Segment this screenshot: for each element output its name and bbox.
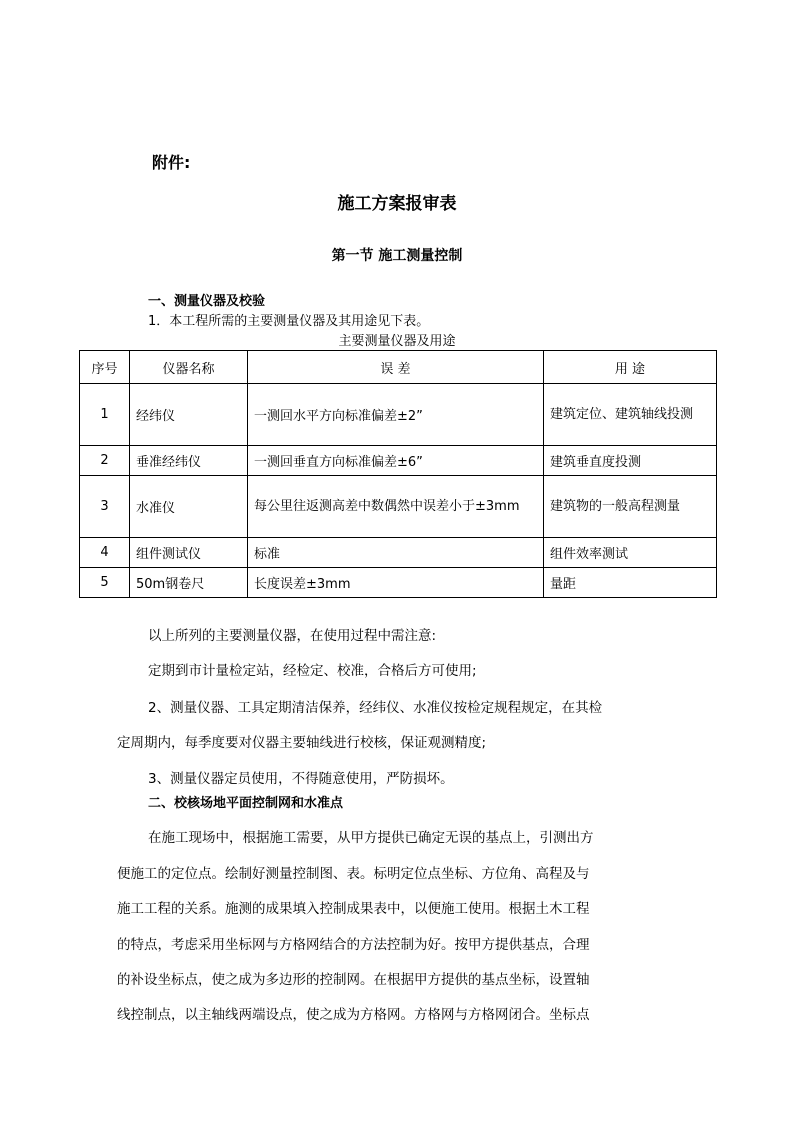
table-caption: 主要测量仪器及用途 — [338, 334, 456, 349]
cell-error: 一测回水平方向标准偏差±2” — [248, 384, 544, 446]
note-intro: 以上所列的主要测量仪器，在使用过程中需注意: — [148, 628, 437, 644]
part2-line: 施工工程的关系。施测的成果填入控制成果表中，以便施工使用。根据土木工程 — [117, 901, 590, 917]
part2-line: 在施工现场中，根据施工需要，从甲方提供已确定无误的基点上，引测出方 — [148, 830, 594, 846]
cell-error: 长度误差±3mm — [248, 568, 544, 598]
part1-intro: 1．本工程所需的主要测量仪器及其用途见下表。 — [148, 314, 430, 329]
note-item-3: 3、测量仪器定员使用，不得随意使用，严防损坏。 — [148, 771, 454, 787]
cell-no: 3 — [80, 476, 130, 538]
table-row — [80, 476, 717, 538]
cell-error: 一测回垂直方向标准偏差±6” — [248, 446, 544, 476]
cell-name: 垂准经纬仪 — [130, 446, 248, 476]
cell-use: 建筑物的一般高程测量 — [544, 476, 717, 538]
cell-error: 标准 — [248, 538, 544, 568]
cell-name: 经纬仪 — [130, 384, 248, 446]
cell-name: 组件测试仪 — [130, 538, 248, 568]
part2-line: 的补设坐标点，使之成为多边形的控制网。在根据甲方提供的基点坐标，设置轴 — [117, 972, 590, 988]
cell-use: 组件效率测试 — [544, 538, 717, 568]
cell-name: 50m钢卷尺 — [130, 568, 248, 598]
part2-line: 的特点，考虑采用坐标网与方格网结合的方法控制为好。按甲方提供基点，合理 — [117, 937, 590, 953]
note-item-2-line-2: 定周期内，每季度要对仪器主要轴线进行校核，保证观测精度; — [117, 735, 487, 751]
document-title: 施工方案报审表 — [337, 194, 457, 214]
section-title: 第一节 施工测量控制 — [331, 248, 463, 264]
cell-use: 量距 — [544, 568, 717, 598]
cell-no: 2 — [80, 446, 130, 476]
table-row — [80, 538, 717, 568]
cell-use: 建筑垂直度投测 — [544, 446, 717, 476]
header-name: 仪器名称 — [130, 351, 248, 384]
note-item-1: 定期到市计量检定站，经检定、校准，合格后方可使用; — [148, 663, 477, 679]
cell-no: 4 — [80, 538, 130, 568]
table-row — [80, 384, 717, 446]
cell-use: 建筑定位、建筑轴线投测 — [544, 384, 717, 446]
table-header-row — [80, 351, 717, 384]
part2-line: 线控制点，以主轴线两端设点，使之成为方格网。方格网与方格网闭合。坐标点 — [117, 1007, 590, 1023]
header-use: 用 途 — [544, 351, 717, 384]
table-row — [80, 568, 717, 598]
instrument-table — [79, 350, 717, 598]
note-item-2-line-1: 2、测量仪器、工具定期清洁保养，经纬仪、水准仪按检定规程规定，在其检 — [148, 700, 603, 716]
attachment-label: 附件: — [152, 153, 191, 172]
cell-error: 每公里往返测高差中数偶然中误差小于±3mm — [248, 476, 544, 538]
part2-heading: 二、校核场地平面控制网和水准点 — [148, 796, 344, 811]
table-row — [80, 446, 717, 476]
part1-heading: 一、测量仪器及校验 — [148, 294, 266, 309]
part2-line: 便施工的定位点。绘制好测量控制图、表。标明定位点坐标、方位角、高程及与 — [117, 866, 590, 882]
cell-no: 5 — [80, 568, 130, 598]
header-error: 误 差 — [248, 351, 544, 384]
cell-no: 1 — [80, 384, 130, 446]
header-no: 序号 — [80, 351, 130, 384]
cell-name: 水准仪 — [130, 476, 248, 538]
